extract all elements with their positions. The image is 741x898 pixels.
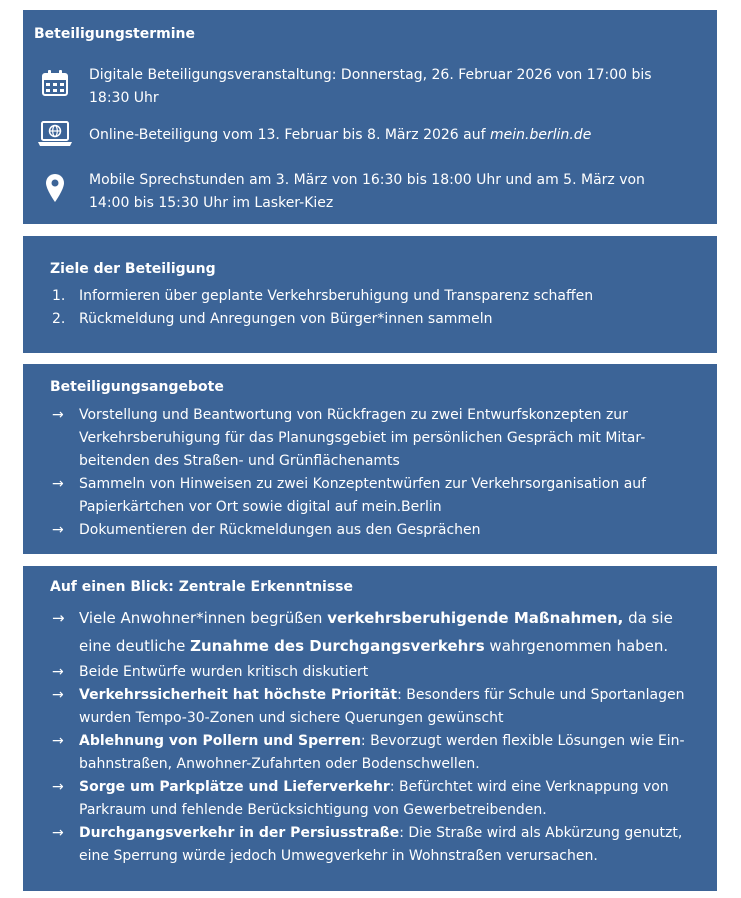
list-item: → Beide Entwürfe wurden kritisch diskutiert [52, 661, 692, 684]
erkenntnisse-panel [23, 566, 717, 891]
event-online-text: Online-Beteiligung vom 13. Februar bis 8. März 2026 auf mein.berlin.de [89, 127, 592, 143]
arrow-icon: → [52, 609, 65, 627]
list-item: 2. Rückmeldung und Anregungen von Bürger*innen sammeln [50, 308, 710, 331]
termine-title: Beteiligungstermine [34, 26, 195, 42]
erkenntnisse-list [52, 661, 692, 868]
arrow-icon: → [52, 687, 64, 703]
event-mobile-text: Mobile Sprechstunden am 3. März von 16:30 bis 18:00 Uhr und am 5. März von 14:00 bis 15:30 Uhr im Lasker-Kiez [89, 172, 645, 211]
list-number: 2. [52, 311, 66, 327]
list-item: → Vorstellung und Beantwortung von Rückfragen zu zwei Entwurfskonzepten zur Verkehrsberuhigung für das Planungsgebiet im persönlichen Gespräch mit Mitar-beitenden des Straßen- und Grünflächenamts [52, 404, 692, 473]
laptop-globe-icon [37, 116, 73, 152]
angebote-title: Beteiligungsangebote [50, 379, 224, 395]
list-item: → Ablehnung von Pollern und Sperren: Bevorzugt werden flexible Lösungen wie Ein-bahnstraßen, Anwohner-Zufahrten oder Bodenschwellen. [52, 730, 692, 776]
list-item: → Durchgangsverkehr in der Persiusstraße: Die Straße wird als Abkürzung genutzt, eine Sperrung würde jedoch Umwegverkehr in Wohnstraßen verursachen. [52, 822, 692, 868]
arrow-icon: → [52, 407, 64, 423]
event-digital-text: Digitale Beteiligungsveranstaltung: Donnerstag, 26. Februar 2026 von 17:00 bis 18:30 Uhr [89, 67, 652, 106]
list-item: → Sammeln von Hinweisen zu zwei Konzeptentwürfen zur Verkehrsorganisation auf Papierkärtchen vor Ort sowie digital auf mein.Berlin [52, 473, 692, 519]
ziele-title: Ziele der Beteiligung [50, 261, 216, 277]
ziele-list [50, 285, 710, 331]
list-item: → Sorge um Parkplätze und Lieferverkehr: Befürchtet wird eine Verknappung von Parkraum und fehlende Berücksichtigung von Gewerbetreibenden. [52, 776, 692, 822]
calendar-icon [37, 65, 73, 101]
mein-berlin-link[interactable]: mein.berlin.de [489, 127, 592, 143]
list-item: 1. Informieren über geplante Verkehrsberuhigung und Transparenz schaffen [50, 285, 710, 308]
list-item: → Verkehrssicherheit hat höchste Priorität: Besonders für Schule und Sportanlagen wurden Tempo-30-Zonen und sichere Querungen gewünscht [52, 684, 692, 730]
location-pin-icon [37, 170, 73, 206]
ziele-panel [23, 236, 717, 353]
termine-panel [23, 10, 717, 224]
arrow-icon: → [52, 476, 64, 492]
arrow-icon: → [52, 733, 64, 749]
arrow-icon: → [52, 664, 64, 680]
arrow-icon: → [52, 779, 64, 795]
list-number: 1. [52, 288, 66, 304]
erkenntnisse-title: Auf einen Blick: Zentrale Erkenntnisse [50, 579, 353, 595]
key-finding: → Viele Anwohner*innen begrüßen verkehrsberuhigende Maßnahmen, da sie eine deutliche Zunahme des Durchgangsverkehrs wahrgenommen haben. [52, 604, 692, 660]
angebote-list [52, 404, 692, 542]
arrow-icon: → [52, 825, 64, 841]
angebote-panel [23, 364, 717, 554]
list-item: → Dokumentieren der Rückmeldungen aus den Gesprächen [52, 519, 692, 542]
arrow-icon: → [52, 522, 64, 538]
